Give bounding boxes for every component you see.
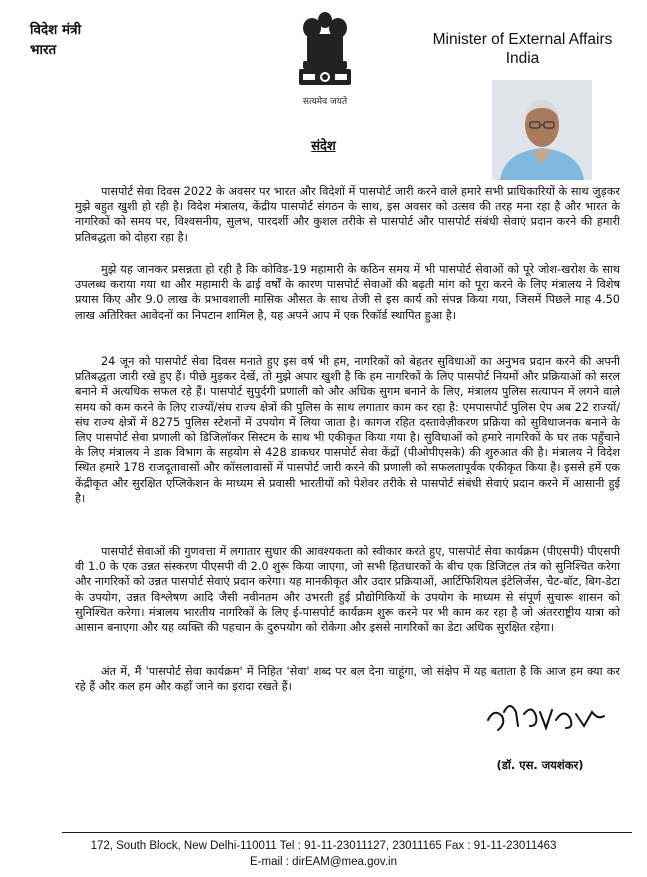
designation-hindi-line2: भारत xyxy=(30,42,57,58)
emblem-motto: सत्यमेव जयते xyxy=(302,97,348,107)
paragraph-text: पासपोर्ट सेवाओं की गुणवत्ता में लगातार सुधार की आवश्यकता को स्वीकार करते हुए, पासपोर्ट सेवा कार्यक्रम (पीएसपी) पीएसपी वी 1.0 के एक उन्नत संस्करण पीएसपी वी 2.0 शुरू किया जाएगा, जो सभी हितधारकों के बीच एक डिजिटल तंत्र को सुनिश्चित करेगा और नागरिकों को उन्नत पासपोर्ट सेवाएं प्रदान करेगा। यह मानकीकृत और उदार प्रक्रियाओं, आर्टिफिशियल इंटेलिजेंस, चैट-बॉट, बिग-डेटा के उपयोग, उन्नत विश्लेषण आदि जैसी नवीनतम और उभरती हुई प्रौद्योगिकियों के उपयोग के माध्यम से संपूर्ण सुचारू शासन को सुनिश्चित करेगा। मंत्रालय भारतीय नागरिकों के लिए ई-पासपोर्ट कार्यक्रम शुरू करने पर भी काम कर रहा है जो अंतरराष्ट्रीय यात्रा को आसान बनाएगा और यह व्यक्ति की पहचान के दुरुपयोग को रोकेगा और इससे नागरिकों का डेटा अधिक सुरक्षित रहेगा। xyxy=(75,545,620,635)
paragraph-text: पासपोर्ट सेवा दिवस 2022 के अवसर पर भारत और विदेशों में पासपोर्ट जारी करने वाले हमारे सभी प्राधिकारियों के साथ जुड़कर मुझे बहुत खुशी हो रही है। विदेश मंत्रालय, केंद्रीय पासपोर्ट संगठन के साथ, इस अवसर को उत्सव की तरह मना रहा है और भारत के नागरिकों को समय पर, विश्वसनीय, सुलभ, पारदर्शी और कुशल तरीके से पासपोर्ट और पासपोर्ट संबंधी सेवाएं प्रदान करने की हमारी प्रतिबद्धता को दोहरा रहा है। xyxy=(75,185,620,244)
designation-english-line1: Minister of External Affairs xyxy=(432,31,613,48)
minister-photo xyxy=(492,80,592,180)
footer-email: E-mail : dirEAM@mea.gov.in xyxy=(250,856,397,868)
paragraph-text: 24 जून को पासपोर्ट सेवा दिवस मनाते हुए इस वर्ष भी हम, नागरिकों को बेहतर सुविधाओं का अनुभव प्रदान करने की अपनी प्रतिबद्धता जारी रखे हुए हैं। पीछे मुड़कर देखें, तो मुझे अपार खुशी है कि हम नागरिकों के लिए पासपोर्ट नियमों और प्रक्रियाओं को सरल बनाने में अत्यधिक सफल रहे हैं। पासपोर्ट सुपुर्दगी प्रणाली को और अधिक सुगम बनाने के लिए, मंत्रालय पुलिस सत्यापन में लगने वाले समय को कम करने के लिए राज्यों/संघ राज्य क्षेत्रों की पुलिस के साथ लगातार काम कर रहा है: एमपासपोर्ट पुलिस ऐप अब 22 राज्यों/संघ राज्य क्षेत्रों में 8275 पुलिस स्टेशनों में उपयोग में लिया जाता है। कागज रहित दस्तावेज़ीकरण प्रक्रिया को सुविधाजनक बनाने के लिए पासपोर्ट सेवा प्रणाली को डिजिलॉकर सिस्टम के साथ भी एकीकृत किया गया है। सुविधाओं को हमारे नागरिकों के घर तक पहुँचाने के लिए मंत्रालय ने डाक विभाग के सहयोग से 428 डाकघर पासपोर्ट सेवा केंद्रों (पीओपीएसके) की शुरुआत की है। मंत्रालय ने विदेश स्थित हमारे 178 राजदूतावासों और कॉसलावासों में पासपोर्ट जारी करने की प्रणाली को सफलतापूर्वक एकीकृत किया है। इससे हमें एक केंद्रीकृत और सुरक्षित एप्लिकेशन के माध्यम से प्रवासी भारतीयों को पेशेवर तरीके से पासपोर्ट संबंधी सेवाएं प्रदान करने में आसानी हुई है। xyxy=(75,355,620,505)
footer-divider xyxy=(62,832,632,833)
designation-english xyxy=(420,30,625,68)
message-paragraph-4 xyxy=(75,544,620,635)
paragraph-text: अंत में, मैं 'पासपोर्ट सेवा कार्यक्रम' में निहित 'सेवा' शब्द पर बल देना चाहूंगा, जो संक्षेप में यह बताता है कि आज हम क्या कर रहे हैं और कल हम और कहाँ जाने का इरादा रखते हैं। xyxy=(75,665,620,694)
national-emblem-icon xyxy=(285,6,365,116)
paragraph-text: मुझे यह जानकर प्रसन्नता हो रही है कि कोविड-19 महामारी के कठिन समय में भी पासपोर्ट सेवाओं को पूरे जोश-खरोश के साथ उपलब्ध कराया गया था और महामारी के ढाई वर्षों के कारण पासपोर्ट सेवाओं की बढ़ती मांग को पूरा करने के लिए मंत्रालय ने विशेष प्रयास किए और 9.0 लाख के प्रभावशाली मासिक औसत के साथ तेजी से इस कार्य को संपन्न किया गया, जिसमें पिछले माह 4.50 लाख अतिरिक्त आवेदनों का निपटान शामिल है, यह अपने आप में एक रिकॉर्ड स्थापित हुआ है। xyxy=(75,263,620,322)
footer-address: 172, South Block, New Delhi-110011 Tel : 91-11-23011127, 23011165 Fax : 91-11-23011463 xyxy=(90,840,557,852)
page-title: संदेश xyxy=(311,139,336,154)
signatory-name: (डॉ. एस. जयशंकर) xyxy=(496,758,584,772)
message-paragraph-3 xyxy=(75,354,620,506)
designation-hindi-line1: विदेश मंत्री xyxy=(30,22,82,38)
handwritten-signature xyxy=(480,690,610,740)
designation-english-line2: India xyxy=(505,50,540,67)
message-paragraph-1 xyxy=(75,184,620,245)
designation-hindi xyxy=(30,20,81,60)
portrait-icon xyxy=(492,80,592,180)
message-paragraph-2 xyxy=(75,262,620,323)
